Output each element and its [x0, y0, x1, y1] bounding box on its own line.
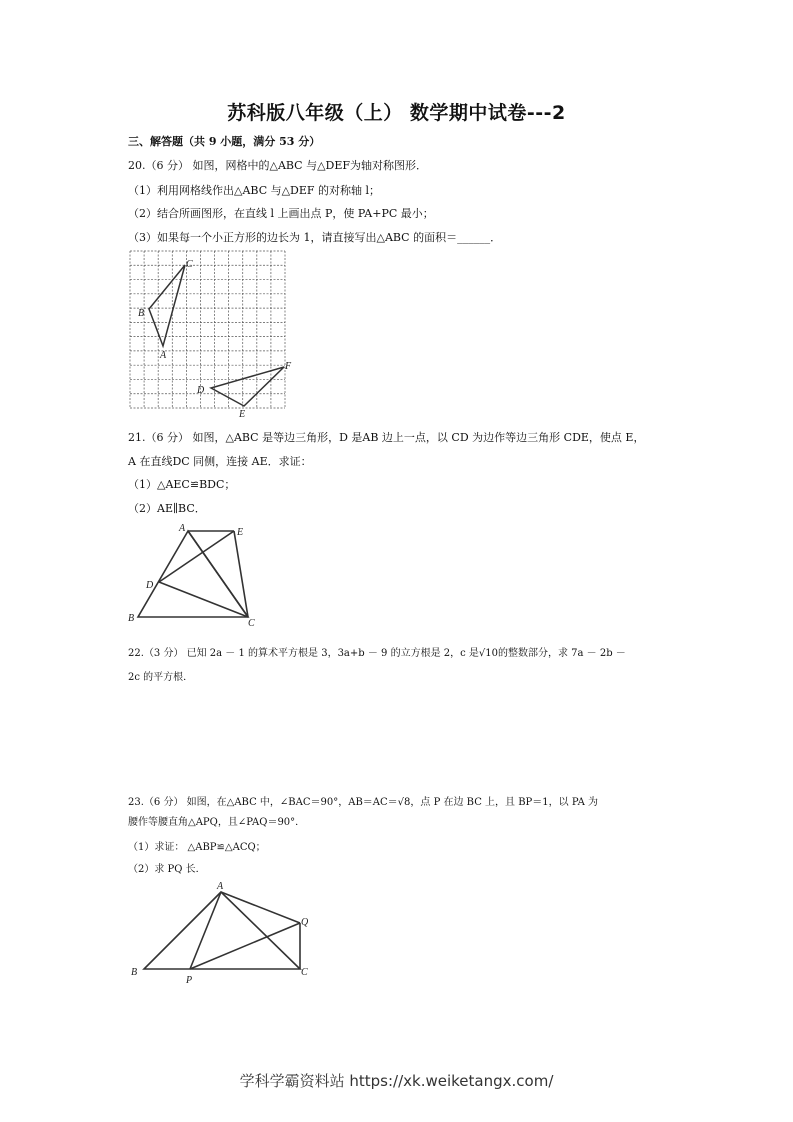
q23-part1: （1）求证： △ABP≌△ACQ； — [128, 842, 266, 853]
triangle-def — [211, 367, 284, 406]
page-title: 苏科版八年级（上） 数学期中试卷---2 — [227, 102, 566, 124]
q20-part1: （1）利用网格线作出△ABC 与△DEF 的对称轴 l； — [128, 184, 381, 197]
q22-stem-line1: 22.（3 分） 已知 2a － 1 的算术平方根是 3，3a+b － 9 的立方根是 2，c 是√10的整数部分，求 7a － 2b － — [128, 648, 626, 659]
q21-part2: （2）AE∥BC． — [128, 502, 206, 515]
q21-label-a: A — [179, 523, 186, 534]
q23-label-p: P — [186, 975, 193, 986]
q21-figure — [125, 520, 265, 630]
q23-label-b: B — [131, 967, 138, 978]
q20-label-a: A — [160, 350, 167, 361]
triangle-abc — [149, 265, 185, 346]
q20-label-e: E — [239, 409, 246, 420]
q20-label-c: C — [186, 259, 193, 270]
q21-label-d: D — [146, 580, 154, 591]
q21-stem-line2: A 在直线DC 同侧，连接 AE．求证： — [128, 455, 312, 468]
triangle-abc — [138, 531, 248, 617]
q20-stem: 20.（6 分） 如图，网格中的△ABC 与△DEF为轴对称图形． — [128, 159, 428, 172]
footer-watermark: 学科学霸资料站 https://xk.weiketangx.com/ — [239, 1072, 554, 1090]
q20-part2: （2）结合所画图形，在直线 l 上画出点 P，使 PA+PC 最小； — [128, 207, 434, 220]
q21-label-c: C — [248, 618, 255, 629]
q20-label-f: F — [285, 361, 292, 372]
q21-label-e: E — [237, 527, 244, 538]
q21-label-b: B — [128, 613, 135, 624]
q20-part3: （3）如果每一个小正方形的边长为 1，请直接写出△ABC 的面积＝______． — [128, 231, 502, 244]
q23-stem-line1: 23.（6 分） 如图，在△ABC 中，∠BAC＝90°，AB＝AC＝√8，点 P 在边 BC 上，且 BP＝1，以 PA 为 — [128, 797, 599, 808]
q23-label-c: C — [301, 967, 308, 978]
q20-grid-figure — [125, 247, 295, 422]
q23-stem-line2: 腰作等腰直角△APQ，且∠PAQ＝90°． — [128, 817, 306, 828]
q23-label-q: Q — [301, 917, 309, 928]
grid-lines — [130, 251, 285, 408]
triangle-abc — [144, 892, 300, 969]
q21-part1: （1）△AEC≌BDC； — [128, 478, 236, 491]
q23-part2: （2）求 PQ 长． — [128, 864, 206, 875]
q20-label-d: D — [197, 385, 205, 396]
q23-figure — [125, 877, 325, 987]
q22-stem-line2: 2c 的平方根． — [128, 672, 194, 683]
q20-label-b: B — [138, 308, 145, 319]
q23-label-a: A — [217, 881, 224, 892]
section-heading: 三、解答题（共 9 小题，满分 53 分） — [128, 135, 321, 148]
q21-stem-line1: 21.（6 分） 如图，△ABC 是等边三角形，D 是AB 边上一点，以 CD 为边作等边三角形 CDE，使点 E， — [128, 431, 645, 444]
